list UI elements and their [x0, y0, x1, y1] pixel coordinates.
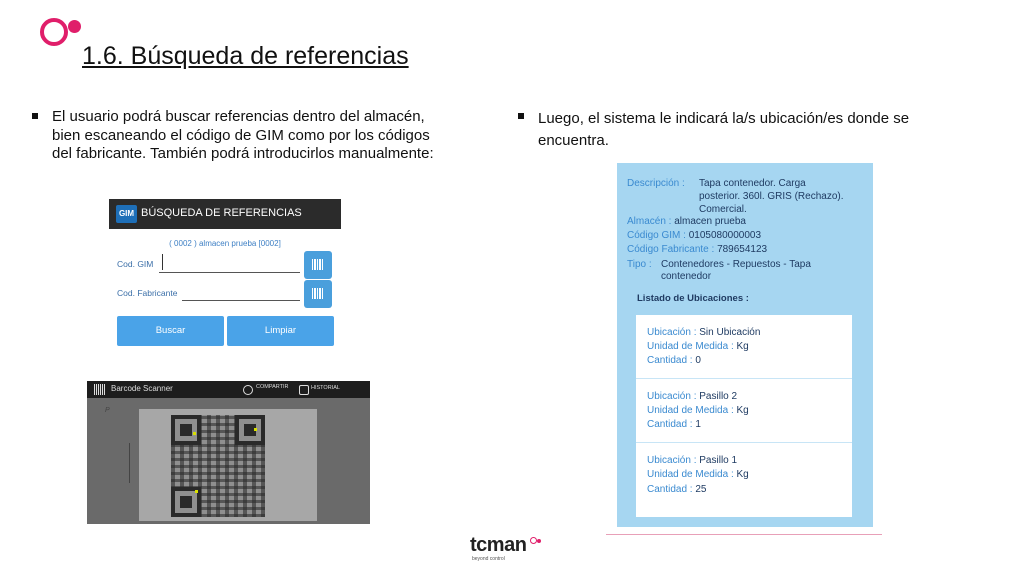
scan-gim-button[interactable] — [304, 251, 332, 279]
location-1-cantidad: Cantidad : 0 — [647, 355, 701, 366]
history-icon[interactable] — [299, 385, 309, 395]
footer-tagline: beyond control — [472, 556, 505, 562]
share-action[interactable]: COMPARTIR — [256, 384, 289, 390]
scan-point-icon — [254, 428, 257, 431]
location-1-ubicacion[interactable]: Ubicación : Sin Ubicación — [647, 327, 761, 338]
bullet-left-text: El usuario podrá buscar referencias dentro del almacén, bien escaneando el código de GIM como por los códigos del fabricante. También podrá introducirlos manualmente: — [52, 108, 434, 162]
tipo-value-1: Contenedores - Repuestos - Tapa — [661, 259, 811, 270]
scan-point-icon — [195, 490, 198, 493]
scanner-app-bar — [87, 381, 370, 398]
locations-heading: Listado de Ubicaciones : — [637, 293, 749, 304]
search-button[interactable]: Buscar — [117, 316, 224, 346]
location-2-unidad: Unidad de Medida : Kg — [647, 405, 749, 416]
descripcion-label: Descripción : — [627, 178, 685, 189]
bullet-right-text: Luego, el sistema le indicará la/s ubicación/es donde se encuentra. — [538, 110, 910, 149]
manufacturer-code-input[interactable] — [182, 300, 300, 301]
qr-finder-pattern — [171, 415, 201, 445]
bullet-left — [32, 108, 452, 188]
warehouse-label: ( 0002 ) almacen prueba [0002] — [169, 239, 281, 248]
gim-code-input[interactable] — [159, 272, 300, 273]
gim-code-label: Cod. GIM — [117, 259, 154, 269]
brand-ring-icon — [40, 18, 68, 46]
slide-title: 1.6. Búsqueda de referencias — [82, 42, 409, 70]
almacen-row: Almacén : almacen prueba — [627, 216, 746, 227]
almacen-value: almacen prueba — [674, 216, 746, 227]
search-screenshot — [109, 199, 341, 349]
background-edge — [87, 443, 130, 483]
footer-logo: tcman — [470, 534, 527, 556]
qr-code-image — [171, 415, 265, 517]
share-icon[interactable] — [243, 385, 253, 395]
clear-button[interactable]: Limpiar — [227, 316, 334, 346]
divider — [636, 442, 852, 443]
tipo-value-2: contenedor — [661, 271, 712, 282]
qr-finder-pattern — [235, 415, 265, 445]
barcode-app-icon — [94, 384, 105, 395]
panel-underline — [606, 534, 882, 535]
barcode-icon — [312, 259, 324, 270]
result-screenshot — [617, 163, 873, 527]
bullet-square-icon — [32, 113, 38, 119]
descripcion-value-3: Comercial. — [699, 204, 747, 215]
scanner-screenshot — [87, 381, 370, 524]
bullet-right — [518, 108, 938, 150]
bullet-square-icon — [518, 113, 524, 119]
footer-ring-icon — [530, 537, 537, 544]
gim-value: 0105080000003 — [688, 230, 762, 241]
tipo-label: Tipo : — [627, 259, 652, 270]
location-3-unidad: Unidad de Medida : Kg — [647, 469, 749, 480]
location-3-cantidad: Cantidad : 25 — [647, 484, 707, 495]
text-cursor — [162, 254, 163, 270]
descripcion-value-1: Tapa contenedor. Carga — [699, 178, 806, 189]
location-2-ubicacion[interactable]: Ubicación : Pasillo 2 — [647, 391, 738, 402]
background-brand-text: P — [105, 407, 110, 414]
divider — [636, 378, 852, 379]
fabricante-value: 789654123 — [717, 244, 768, 255]
gim-logo: GIM — [116, 205, 137, 223]
barcode-icon — [312, 288, 324, 299]
fabricante-row: Código Fabricante : 789654123 — [627, 244, 768, 255]
location-2-cantidad: Cantidad : 1 — [647, 419, 701, 430]
footer-dot-icon — [537, 539, 541, 543]
location-1-unidad: Unidad de Medida : Kg — [647, 341, 749, 352]
brand-dot-icon — [68, 20, 81, 33]
location-3-ubicacion[interactable]: Ubicación : Pasillo 1 — [647, 455, 738, 466]
history-action[interactable]: HISTORIAL — [311, 385, 340, 391]
gim-row: Código GIM : 0105080000003 — [627, 230, 762, 241]
scan-point-icon — [193, 432, 196, 435]
app-bar-title: BÚSQUEDA DE REFERENCIAS — [141, 207, 302, 219]
scan-manufacturer-button[interactable] — [304, 280, 332, 308]
app-bar — [109, 199, 341, 229]
manufacturer-code-label: Cod. Fabricante — [117, 288, 178, 298]
scanner-title: Barcode Scanner — [111, 384, 173, 393]
descripcion-value-2: posterior. 360l. GRIS (Rechazo). — [699, 191, 844, 202]
